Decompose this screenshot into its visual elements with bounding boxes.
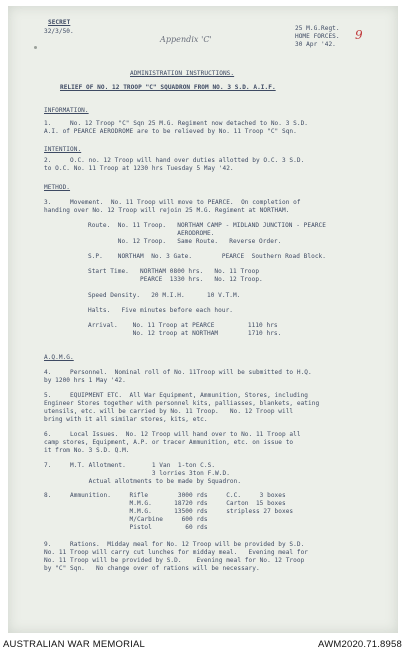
ammunition-line-5: Pistol 60 rds: [44, 524, 208, 531]
paragraph-4-line-1: 4. Personnel. Nominal roll of No. 11Troop will be submitted to H.Q.: [44, 369, 312, 376]
location: HOME FORCES.: [295, 33, 340, 40]
file-reference: 32/3/50.: [44, 28, 74, 35]
paragraph-1-line-2: A.I. of PEARCE AERODROME are to be relieved by No. 11 Troop "C" Sqn.: [44, 128, 297, 135]
paragraph-6-line-2: camp stores, Equipment, A.P. or tracer Ammunition, etc. on issue to: [44, 439, 294, 446]
document-subtitle: RELIEF OF NO. 12 TROOP "C" SQUADRON FROM NO. 3 S.D. A.I.F.: [60, 84, 276, 91]
item-identifier: AWM2020.71.8958: [318, 639, 402, 650]
institution-name: AUSTRALIAN WAR MEMORIAL: [3, 639, 146, 650]
handwritten-appendix-note: Appendix 'C': [160, 35, 212, 44]
ammunition-line-2: M.M.G. 18720 rds Carton 15 boxes: [44, 500, 286, 507]
section-heading-method: METHOD.: [44, 184, 71, 191]
paragraph-3-line-2: handing over No. 12 Troop will rejoin 25 M.G. Regiment at NORTHAM.: [44, 207, 290, 214]
route-line-1: Route. No. 11 Troop. NORTHAM CAMP - MIDLAND JUNCTION - PEARCE: [88, 222, 326, 229]
document-title: ADMINISTRATION INSTRUCTIONS.: [130, 70, 235, 77]
paragraph-5-line-3: utensils, etc. will be carried by No. 11 Troop. No. 12 Troop will: [44, 408, 294, 415]
speed-density: Speed Density. 20 M.I.H. 10 V.T.M.: [88, 292, 241, 299]
paragraph-6-line-1: 6. Local Issues. No. 12 Troop will hand over to No. 11 Troop all: [44, 431, 301, 438]
paragraph-3-line-1: 3. Movement. No. 11 Troop will move to PEARCE. On completion of: [44, 199, 301, 206]
start-time-line-1: Start Time. NORTHAM 0800 hrs. No. 11 Troop: [88, 268, 260, 275]
paragraph-4-line-2: by 1200 hrs 1 May '42.: [44, 377, 126, 384]
paragraph-7-line-1: 7. M.T. Allotment. 1 Van 1-ton C.S.: [44, 462, 216, 469]
archive-footer: [0, 636, 406, 653]
section-heading-information: INFORMATION.: [44, 107, 89, 114]
paragraph-5-line-4: bring with it all similar stores, kits, etc.: [44, 416, 208, 423]
paragraph-2-line-2: to O.C. No. 11 Troop at 1230 hrs Tuesday 5 May '42.: [44, 165, 234, 172]
paragraph-9-line-3: No. 11 Troop will be provided by S.D. Evening meal for No. 12 Troop: [44, 557, 305, 564]
arrival-line-1: Arrival. No. 11 Troop at PEARCE 1110 hrs: [88, 322, 278, 329]
paragraph-9-line-1: 9. Rations. Midday meal for No. 12 Troop will be provided by S.D.: [44, 541, 305, 548]
start-time-line-2: PEARCE 1330 hrs. No. 12 Troop.: [88, 276, 263, 283]
section-heading-intention: INTENTION.: [44, 146, 82, 153]
halts: Halts. Five minutes before each hour.: [88, 307, 234, 314]
paragraph-5-line-2: Engineer Stores together with personnel kits, palliasses, blankets, eating: [44, 400, 320, 407]
start-points: S.P. NORTHAM No. 3 Gate. PEARCE Southern Road Block.: [88, 253, 326, 260]
route-line-2: AERODROME.: [88, 230, 215, 237]
paragraph-7-line-2: 3 lorries 3ton F.W.D.: [44, 470, 230, 477]
paragraph-2-line-1: 2. O.C. no. 12 Troop will hand over duties allotted by O.C. 3 S.D.: [44, 157, 305, 164]
paragraph-6-line-3: it from No. 3 S.D. Q.M.: [44, 447, 130, 454]
document-page: [8, 6, 398, 633]
unit-name: 25 M.G.Regt.: [295, 25, 340, 32]
paragraph-9-line-2: No. 11 Troop will carry cut lunches for midday meal. Evening meal for: [44, 549, 309, 556]
paragraph-9-line-4: by "C" Sqn. No change over of rations will be necessary.: [44, 565, 260, 572]
paragraph-1-line-1: 1. No. 12 Troop "C" Sqn 25 M.G. Regiment now detached to No. 3 S.D.: [44, 120, 309, 127]
ammunition-line-1: 8. Ammunition. Rifle 3000 rds C.C. 3 boxes: [44, 492, 286, 499]
document-date: 30 Apr '42.: [295, 41, 336, 48]
paragraph-5-line-1: 5. EQUIPMENT ETC. All War Equipment, Ammunition, Stores, including: [44, 392, 309, 399]
punch-hole: [34, 46, 37, 49]
route-line-3: No. 12 Troop. Same Route. Reverse Order.: [88, 238, 282, 245]
paragraph-7-line-3: Actual allotments to be made by Squadron.: [44, 478, 242, 485]
ammunition-line-4: M/Carbine 600 rds: [44, 516, 208, 523]
ammunition-line-3: M.M.G. 13500 rds stripless 27 boxes: [44, 508, 294, 515]
folio-number: 9: [355, 28, 363, 42]
security-classification: SECRET: [48, 19, 71, 26]
arrival-line-2: No. 12 troop at NORTHAM 1710 hrs.: [88, 330, 282, 337]
section-heading-aqmg: A.Q.M.G.: [44, 354, 74, 361]
